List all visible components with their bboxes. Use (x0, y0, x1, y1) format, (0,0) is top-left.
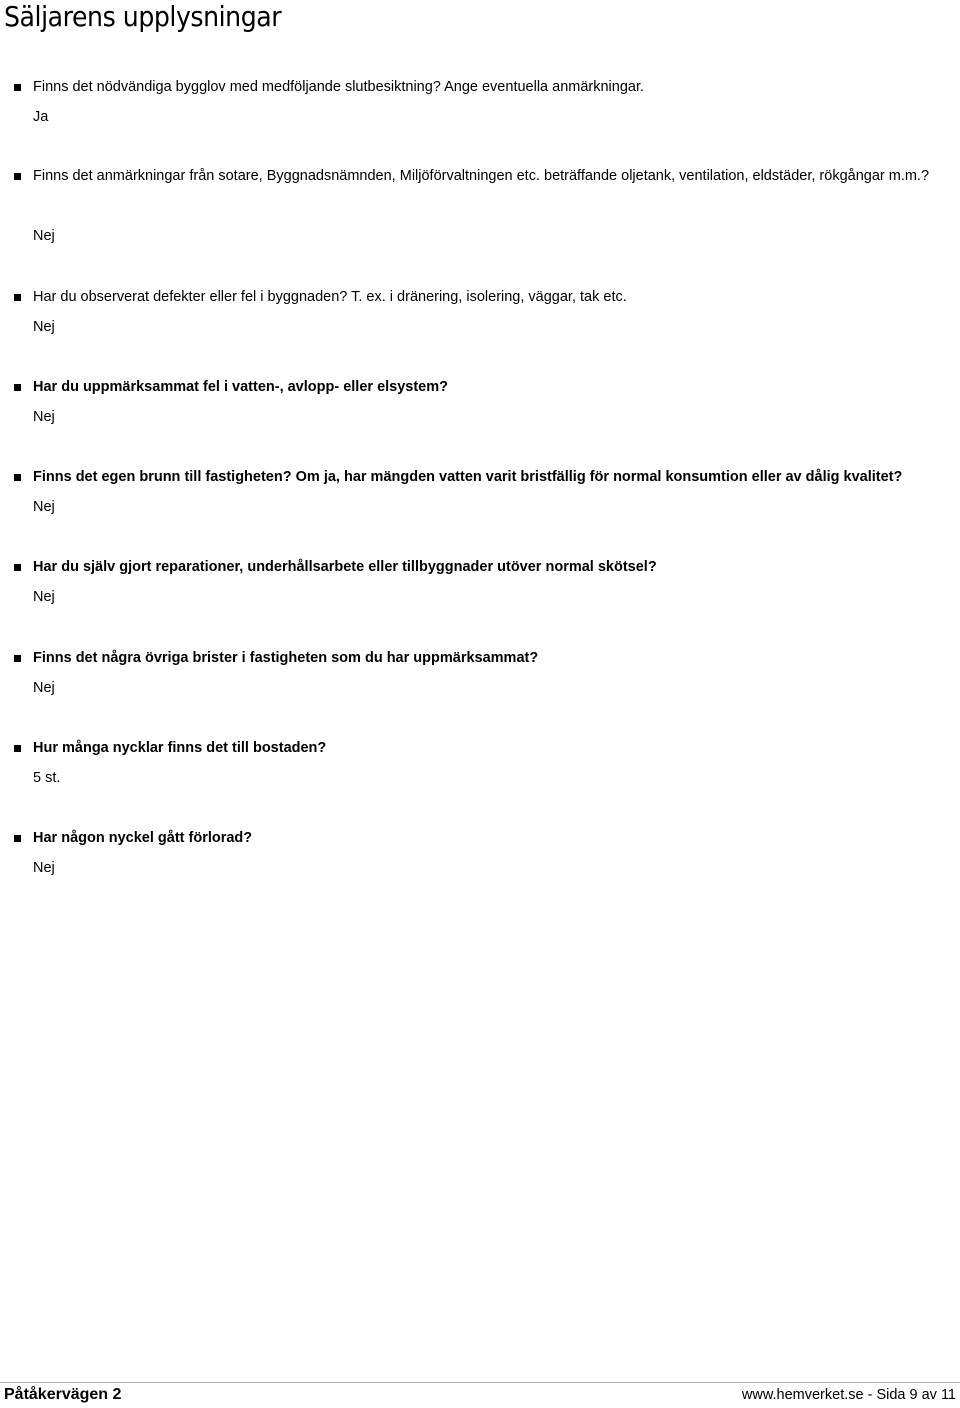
square-bullet-icon (14, 564, 21, 571)
square-bullet-icon (14, 384, 21, 391)
answer-text: Nej (33, 228, 55, 244)
answer-text: Nej (33, 499, 55, 515)
answer-text: Nej (33, 319, 55, 335)
square-bullet-icon (14, 474, 21, 481)
question-text: Finns det egen brunn till fastigheten? Om ja, har mängden vatten varit bristfällig för normal konsumtion eller av dålig kvalitet? (33, 469, 903, 485)
square-bullet-icon (14, 173, 21, 180)
footer-site-page: www.hemverket.se - Sida 9 av 11 (741, 1387, 956, 1403)
answer-text: 5 st. (33, 770, 61, 786)
question-text: Finns det nödvändiga bygglov med medföljande slutbesiktning? Ange eventuella anmärkningar. (33, 79, 645, 95)
footer-divider (0, 1382, 960, 1383)
answer-text: Nej (33, 409, 55, 425)
square-bullet-icon (14, 835, 21, 842)
question-text: Har någon nyckel gått förlorad? (33, 830, 253, 846)
question-text: Hur många nycklar finns det till bostaden? (33, 740, 327, 756)
question-text: Har du uppmärksammat fel i vatten-, avlopp- eller elsystem? (33, 379, 448, 395)
square-bullet-icon (14, 84, 21, 91)
answer-text: Ja (33, 109, 49, 125)
square-bullet-icon (14, 655, 21, 662)
question-text: Finns det anmärkningar från sotare, Byggnadsnämnden, Miljöförvaltningen etc. beträffande oljetank, ventilation, eldstäder, rökgångar m.m.? (33, 168, 930, 184)
question-text: Har du observerat defekter eller fel i byggnaden? T. ex. i dränering, isolering, väggar, tak etc. (33, 289, 627, 305)
answer-text: Nej (33, 680, 55, 696)
question-text: Har du själv gjort reparationer, underhållsarbete eller tillbyggnader utöver normal skötsel? (33, 559, 657, 575)
page-title: Säljarens upplysningar (4, 0, 282, 33)
square-bullet-icon (14, 294, 21, 301)
answer-text: Nej (33, 860, 55, 876)
footer-address: Påtåkervägen 2 (4, 1386, 122, 1403)
question-text: Finns det några övriga brister i fastigheten som du har uppmärksammat? (33, 650, 539, 666)
answer-text: Nej (33, 589, 55, 605)
square-bullet-icon (14, 745, 21, 752)
